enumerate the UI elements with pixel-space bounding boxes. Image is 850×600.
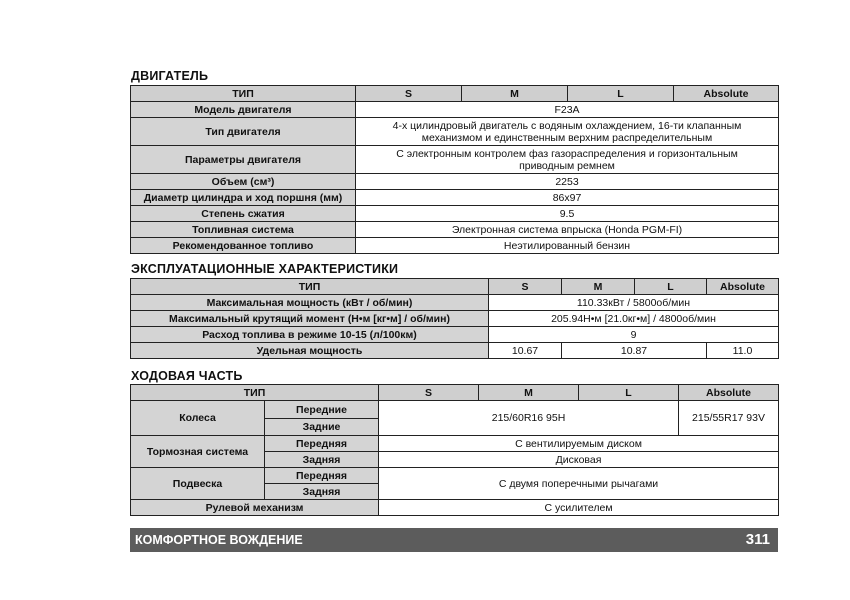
table-row [131, 311, 779, 327]
steering-value: С усилителем [379, 500, 779, 516]
table-row [131, 222, 779, 238]
row-value: Электронная система впрыска (Honda PGM-FI) [356, 222, 779, 238]
table-row [131, 146, 779, 174]
table-header-row [131, 385, 779, 401]
row-label: Объем (см³) [131, 174, 356, 190]
header-absolute: Absolute [674, 86, 779, 102]
brakes-rear-value: Дисковая [379, 452, 779, 468]
header-l: L [635, 279, 707, 295]
row-value: 110.33кВт / 5800об/мин [489, 295, 779, 311]
row-label: Диаметр цилиндра и ход поршня (мм) [131, 190, 356, 206]
brakes-front-label: Передняя [265, 436, 379, 452]
table-row [131, 206, 779, 222]
row-value: 205.94Н•м [21.0кг•м] / 4800об/мин [489, 311, 779, 327]
wheels-rear-label: Задние [265, 419, 379, 436]
suspension-rear-label: Задняя [265, 484, 379, 500]
table-header-row [131, 86, 779, 102]
brakes-rear-label: Задняя [265, 452, 379, 468]
row-value-ml: 10.87 [562, 343, 707, 359]
performance-spec-table [130, 278, 779, 359]
table-row [131, 118, 779, 146]
table-row [131, 327, 779, 343]
row-label: Топливная система [131, 222, 356, 238]
engine-spec-table [130, 85, 779, 254]
row-label: Максимальный крутящий момент (Н•м [кг•м] / об/мин) [131, 311, 489, 327]
row-value: 4-х цилиндровый двигатель с водяным охлаждением, 16-ти клапанным механизмом и единственным верхним распределительным [356, 118, 779, 146]
row-value: 9.5 [356, 206, 779, 222]
row-label: Модель двигателя [131, 102, 356, 118]
header-type: ТИП [131, 385, 379, 401]
table-row [131, 190, 779, 206]
row-value: 2253 [356, 174, 779, 190]
footer-chapter-title: КОМФОРТНОЕ ВОЖДЕНИЕ [135, 533, 303, 547]
chassis-section-title: ХОДОВАЯ ЧАСТЬ [131, 369, 243, 383]
header-m: M [462, 86, 568, 102]
wheels-value-absolute: 215/55R17 93V [679, 401, 779, 436]
table-row [131, 343, 779, 359]
table-row [131, 401, 779, 419]
header-type: ТИП [131, 86, 356, 102]
row-label: Степень сжатия [131, 206, 356, 222]
row-label: Параметры двигателя [131, 146, 356, 174]
row-value: Неэтилированный бензин [356, 238, 779, 254]
row-label: Рекомендованное топливо [131, 238, 356, 254]
wheels-front-label: Передние [265, 401, 379, 419]
header-absolute: Absolute [707, 279, 779, 295]
table-row [131, 102, 779, 118]
header-m: M [479, 385, 579, 401]
steering-label: Рулевой механизм [131, 500, 379, 516]
table-row [131, 295, 779, 311]
row-label: Тип двигателя [131, 118, 356, 146]
row-value: 9 [489, 327, 779, 343]
row-value-absolute: 11.0 [707, 343, 779, 359]
row-label: Расход топлива в режиме 10-15 (л/100км) [131, 327, 489, 343]
table-row [131, 468, 779, 484]
chassis-spec-table [130, 384, 779, 516]
row-value-s: 10.67 [489, 343, 562, 359]
brakes-front-value: С вентилируемым диском [379, 436, 779, 452]
row-label: Максимальная мощность (кВт / об/мин) [131, 295, 489, 311]
brakes-label: Тормозная система [131, 436, 265, 468]
page-footer [130, 528, 778, 552]
row-value: С электронным контролем фаз газораспределения и горизонтальным приводным ремнем [356, 146, 779, 174]
page-number: 311 [745, 531, 770, 548]
row-value: 86х97 [356, 190, 779, 206]
table-row [131, 238, 779, 254]
header-type: ТИП [131, 279, 489, 295]
suspension-label: Подвеска [131, 468, 265, 500]
header-absolute: Absolute [679, 385, 779, 401]
header-s: S [489, 279, 562, 295]
wheels-value-sml: 215/60R16 95H [379, 401, 679, 436]
header-l: L [579, 385, 679, 401]
table-header-row [131, 279, 779, 295]
row-label: Удельная мощность [131, 343, 489, 359]
suspension-front-label: Передняя [265, 468, 379, 484]
wheels-label: Колеса [131, 401, 265, 436]
table-row [131, 500, 779, 516]
engine-section-title: ДВИГАТЕЛЬ [131, 69, 209, 83]
header-s: S [356, 86, 462, 102]
suspension-value: С двумя поперечными рычагами [379, 468, 779, 500]
performance-section-title: ЭКСПЛУАТАЦИОННЫЕ ХАРАКТЕРИСТИКИ [131, 262, 399, 276]
table-row [131, 436, 779, 452]
header-s: S [379, 385, 479, 401]
table-row [131, 174, 779, 190]
header-m: M [562, 279, 635, 295]
header-l: L [568, 86, 674, 102]
row-value: F23A [356, 102, 779, 118]
